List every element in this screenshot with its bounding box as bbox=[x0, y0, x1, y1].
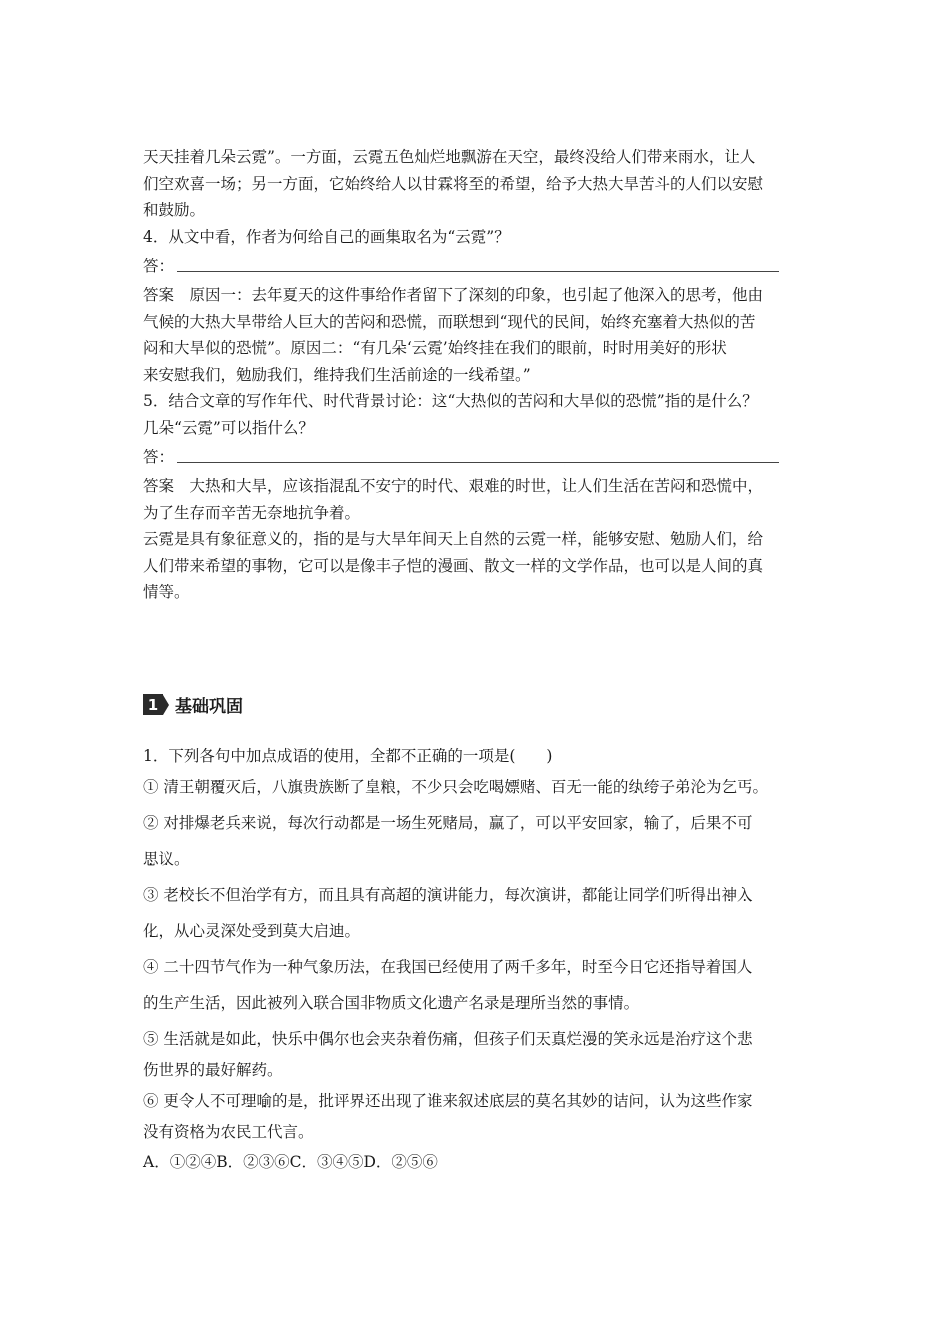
answer-5-line: 人们带来希望的事物，它可以是像丰子恺的漫画、散文一样的文学作品，也可以是人间的真 bbox=[143, 556, 764, 575]
dotted-char: 子 bbox=[659, 778, 675, 796]
answer-5-line: 答案 大热和大旱，应该指混乱不安宁的时代、艰难的时世，让人们生活在苦闷和恐慌中， bbox=[143, 477, 764, 495]
answer-options: A．①②④B．②③⑥C．③④⑤D．②⑤⑥ bbox=[143, 1153, 438, 1171]
answer-4-line: 来安慰我们，勉励我们，维持我们生活前途的一线希望。” bbox=[143, 365, 531, 384]
dotted-char: 思 bbox=[143, 850, 159, 868]
answer-4-line: 答案 原因一：去年夏天的这件事给作者留下了深刻的印象，也引起了他深入的思考，他由 bbox=[143, 286, 764, 304]
answer-5-line: 为了生存而辛苦无奈地抗争着。 bbox=[143, 503, 361, 522]
section-title: 基础巩固 bbox=[175, 697, 243, 717]
answer-blank-rule bbox=[177, 462, 779, 463]
sentence-text: ① 清王朝覆灭后，八旗贵族断了皇粮，不少只会吃喝嫖赌、百无一能的 bbox=[143, 778, 629, 796]
sentence-5-cont: 伤世界的最好解药。 bbox=[143, 1061, 283, 1079]
sentence-text: 沦为乞丐。 bbox=[690, 778, 769, 796]
answer-blank-rule bbox=[177, 271, 779, 272]
sentence-2 bbox=[143, 805, 823, 841]
dotted-char: 绔 bbox=[643, 778, 660, 796]
dotted-char: 漫 bbox=[581, 1030, 598, 1048]
dotted-char: 然 bbox=[561, 994, 578, 1012]
sentence-4: ④ 二十四节气作为一种气象历法，在我国已经使用了两千多年，时至今日它还指导着国人 bbox=[143, 958, 753, 976]
sentence-text: 的生产生活，因此被列入联合国非物质文化遗产名录是 bbox=[143, 994, 516, 1012]
dotted-char: 烂 bbox=[566, 1030, 582, 1048]
sentence-3 bbox=[143, 877, 823, 913]
question-5-line: 几朵“云霓”可以指什么？ bbox=[143, 418, 314, 437]
dotted-char: 化 bbox=[143, 922, 159, 940]
sentence-text: 。 bbox=[174, 850, 190, 868]
dotted-char: 出 bbox=[705, 886, 722, 904]
dotted-char: 所 bbox=[530, 994, 547, 1012]
text-line: 和鼓励。 bbox=[143, 201, 206, 219]
answer-4-line: 气候的大热大旱带给人巨大的苦闷和恐慌，而联想到“现代的民间，始终充塞着大热似的苦 bbox=[143, 312, 756, 331]
answer-line-4 bbox=[143, 252, 823, 276]
exercise-stem: 1．下列各句中加点成语的使用，全都不正确的一项是( ) bbox=[143, 747, 553, 765]
passage-continuation bbox=[143, 144, 823, 606]
sentence-text: 的是，批评界还出现了谁来叙述底层的莫名其妙的诘问，认为这些作家 bbox=[272, 1092, 753, 1110]
dotted-char: 真 bbox=[550, 1030, 567, 1048]
text-line: 们空欢喜一场；另一方面，它始终给人以甘霖将至的希望，给予大热大旱苦斗的人们以安慰 bbox=[143, 174, 764, 193]
sentence-text: ③ 老校长不但治学有方，而且具有高超的演讲能力，每次演讲，都能让同学们听得 bbox=[143, 886, 706, 904]
sentence-5 bbox=[143, 1021, 823, 1057]
dotted-char: 不 bbox=[721, 814, 737, 832]
dotted-char: 不 bbox=[209, 1092, 226, 1110]
dotted-char: 天 bbox=[535, 1030, 551, 1048]
dotted-char: 理 bbox=[240, 1092, 257, 1110]
dotted-char: 纨 bbox=[628, 778, 644, 796]
dotted-char: 议 bbox=[158, 850, 175, 868]
badge-arrow-shape bbox=[163, 695, 169, 715]
dotted-char: 理 bbox=[515, 994, 531, 1012]
sentence-6-cont: 没有资格为农民工代言。 bbox=[143, 1123, 314, 1141]
dotted-char: 神 bbox=[721, 886, 737, 904]
sentence-text: ② 对排爆老兵来说，每次行动都是一场生死赌局，赢了，可以平安回家，输了，后果 bbox=[143, 814, 722, 832]
dotted-char: 喻 bbox=[256, 1092, 272, 1110]
question-4: 4．从文中看，作者为何给自己的画集取名为“云霓”？ bbox=[143, 227, 510, 246]
text-line: 天天挂着几朵云霓”。一方面，云霓五色灿烂地飘游在天空，最终没给人们带来雨水，让人 bbox=[143, 148, 756, 166]
dotted-char: 弟 bbox=[674, 778, 691, 796]
answer-4-line: 闷和大旱似的恐慌”。原因二：“有几朵‘云霓’始终挂在我们的眼前，时时用美好的形状 bbox=[143, 339, 727, 357]
sentence-4-cont bbox=[143, 985, 823, 1021]
sentence-1 bbox=[143, 769, 823, 805]
sentence-text: ⑥ 更令人 bbox=[143, 1092, 210, 1110]
dotted-char: 当 bbox=[546, 994, 562, 1012]
sentence-3-cont bbox=[143, 913, 823, 949]
answer-5-line: 云霓是具有象征意义的，指的是与大旱年间天上自然的云霓一样，能够安慰、勉励人们，给 bbox=[143, 530, 764, 548]
answer-label: 答： bbox=[143, 448, 175, 466]
sentence-text: ⑤ 生活就是如此，快乐中偶尔也会夹杂着伤痛，但孩子们 bbox=[143, 1030, 536, 1048]
answer-5-line: 情等。 bbox=[143, 583, 190, 601]
sentence-text: 的笑永远是治疗这个悲 bbox=[597, 1030, 753, 1048]
answer-line-5 bbox=[143, 443, 823, 467]
dotted-char: 入 bbox=[736, 886, 753, 904]
answer-label: 答： bbox=[143, 257, 175, 275]
sentence-text: ，从心灵深处受到莫大启迪。 bbox=[158, 922, 361, 940]
dotted-char: 可 bbox=[225, 1092, 241, 1110]
sentence-2-cont bbox=[143, 841, 823, 877]
sentence-6 bbox=[143, 1083, 823, 1119]
exercise-1 bbox=[143, 743, 823, 1175]
question-5-line: 5．结合文章的写作年代、时代背景讨论：这“大热似的苦闷和大旱似的恐慌”指的是什么？ bbox=[143, 392, 758, 410]
sentence-text: 的事情。 bbox=[577, 994, 640, 1012]
section-header bbox=[143, 692, 243, 717]
dotted-char: 可 bbox=[736, 814, 753, 832]
section-number-badge: 1 bbox=[143, 694, 163, 715]
